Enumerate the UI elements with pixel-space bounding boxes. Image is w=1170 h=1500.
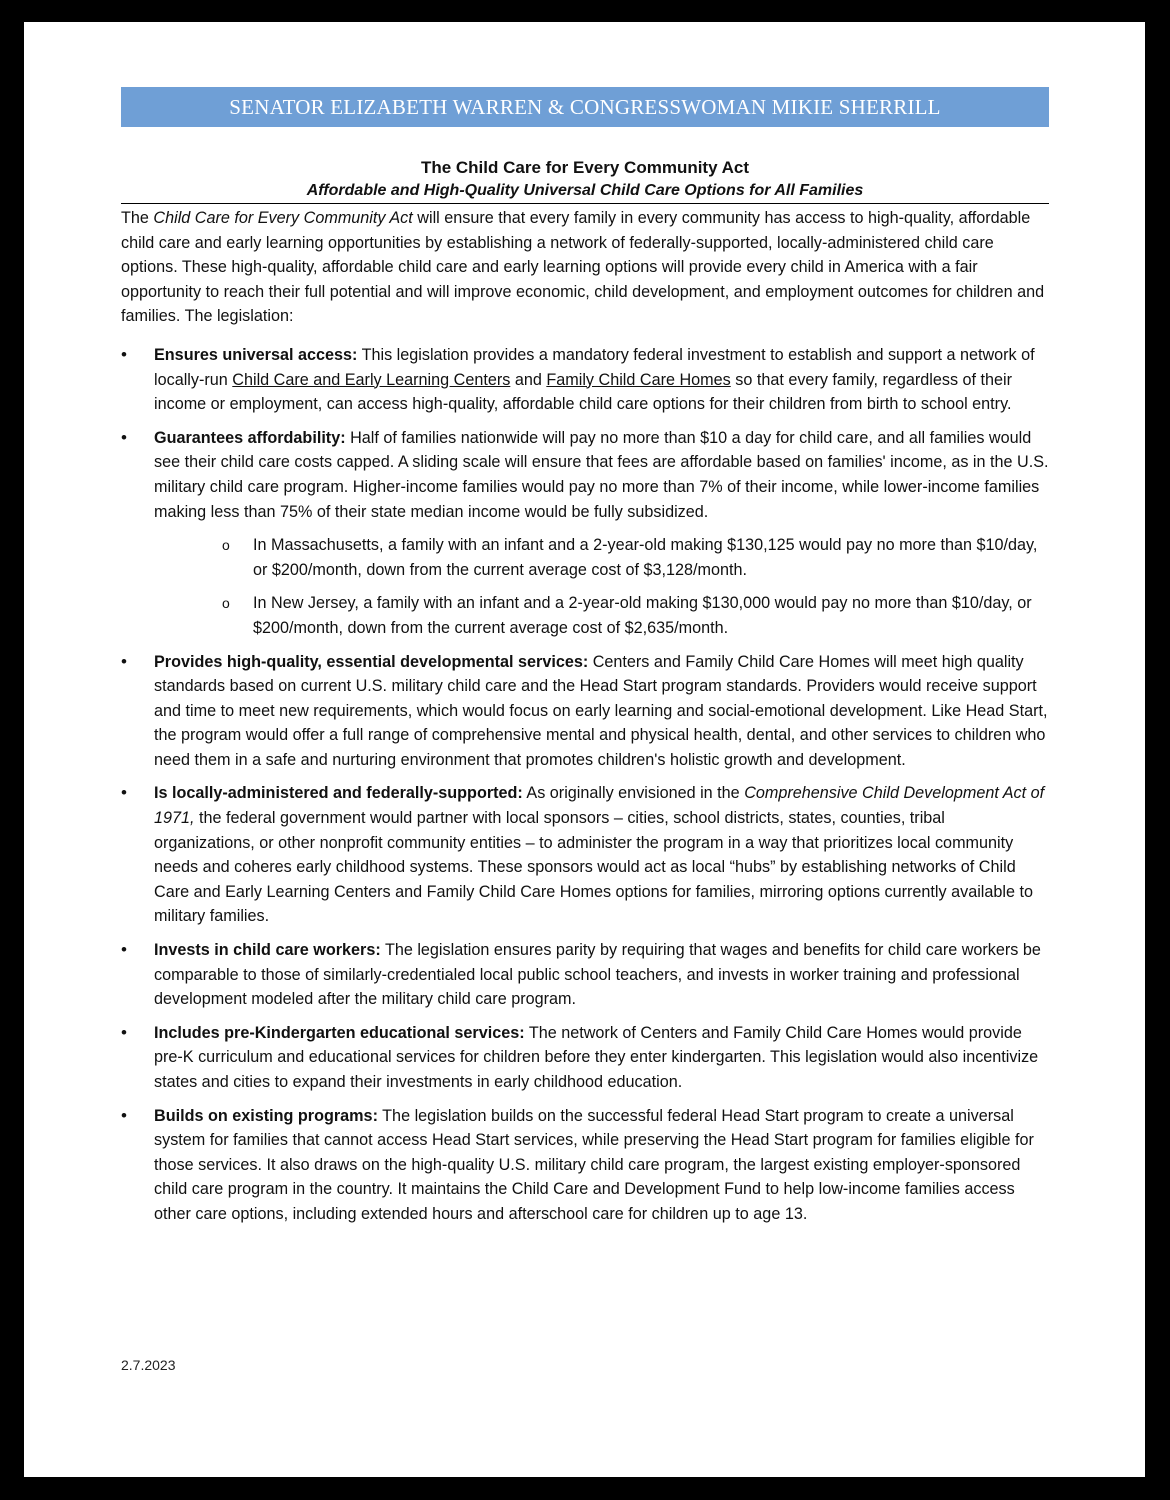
bullet-text: so that every family, regardless of their income or employment, can access high-quality, affordable child care options for their children from birth to school entry.: [154, 370, 1013, 414]
bullet-heading: Invests in child care workers:: [154, 941, 381, 960]
bullet-text: The legislation builds on the successful federal Head Start program to create a universal system for families that cannot access Head Start services, while preserving the Head Start program for families eligible for those services. It also draws on the high-quality U.S. military child care program, the largest existing employer-sponsored child care program in the country. It maintains the Child Care and Development Fund to help low-income families access other care options, including extended hours and afterschool care for children up to age 13.: [154, 1106, 1034, 1223]
bullet-heading: Builds on existing programs:: [154, 1106, 378, 1125]
header-banner: SENATOR ELIZABETH WARREN & CONGRESSWOMAN MIKIE SHERRILL: [121, 87, 1049, 127]
document-title: The Child Care for Every Community Act: [420, 158, 750, 177]
bullet-text: As originally envisioned in the: [522, 784, 745, 803]
intro-text: will ensure that every family in every community has access to high-quality, affordable child care and early learning opportunities by establishing a network of federally-supported, locally-administered child care options. These high-quality, affordable child care and early learning options will provide every child in America with a fair opportunity to reach their full potential and will improve economic, child development, and employment outcomes for children and families. The legislation:: [121, 209, 1045, 326]
homes-link[interactable]: Family Child Care Homes: [546, 370, 731, 389]
document-subtitle: Affordable and High-Quality Universal Child Care Options for All Families: [121, 180, 1049, 204]
intro-paragraph: [121, 206, 1049, 329]
bullet-heading: Provides high-quality, essential developmental services:: [154, 652, 589, 671]
bullet-text: The network of Centers and Family Child Care Homes would provide pre-K curriculum and educational services for children before they enter kindergarten. This legislation would also incentivize states and cities to expand their investments in early childhood education.: [154, 1023, 1039, 1091]
list-item: [121, 426, 1049, 641]
centers-link[interactable]: Child Care and Early Learning Centers: [232, 370, 511, 389]
bullet-text: the federal government would partner with local sponsors – cities, school districts, states, counties, tribal organizations, or other nonprofit community entities – to administer the program in a way that prioritizes local community needs and coheres early childhood systems. These sponsors would act as local “hubs” by establishing networks of Child Care and Early Learning Centers and Family Child Care Homes options for families, mirroring options currently available to military families.: [154, 809, 1034, 926]
examples-list: [154, 533, 1049, 640]
list-item: [121, 781, 1049, 929]
list-item: [121, 343, 1049, 417]
intro-prefix: The: [121, 209, 154, 227]
bullet-heading: Is locally-administered and federally-supported:: [154, 784, 523, 803]
document-date: 2.7.2023: [121, 1357, 176, 1373]
document-page: [24, 22, 1145, 1477]
list-item: [121, 1021, 1049, 1095]
bullet-text: The legislation ensures parity by requiring that wages and benefits for child care workers be comparable to those of similarly-credentialed local public school teachers, and invests in worker training and professional development modeled after the military child care program.: [154, 941, 1041, 1009]
bullet-heading: Ensures universal access:: [154, 345, 358, 364]
sub-list-item: o In New Jersey, a family with an infant and a 2-year-old making $130,000 would pay no more than $10/day, or $200/month, down from the current average cost of $2,635/month.: [154, 591, 1049, 640]
act-name: Child Care for Every Community Act: [153, 209, 413, 227]
act-1971: Comprehensive Child Development Act of 1971,: [154, 784, 1045, 828]
bullet-text: Half of families nationwide will pay no more than $10 a day for child care, and all families would see their child care costs capped. A sliding scale will ensure that fees are affordable based on families' income, as in the U.S. military child care program. Higher-income families would pay no more than 7% of their income, while lower-income families making less than 75% of their state median income would be fully subsidized.: [154, 428, 1049, 521]
bullet-text: Centers and Family Child Care Homes will meet high quality standards based on current U.S. military child care and the Head Start program standards. Providers would receive support and time to meet new requirements, which would focus on early learning and social-emotional development. Like Head Start, the program would offer a full range of comprehensive mental and physical health, dental, and other services to children who need them in a safe and nurturing environment that promotes children's holistic growth and development.: [154, 652, 1048, 769]
document-body: [121, 156, 1049, 1236]
provisions-list: [121, 343, 1049, 1227]
bullet-text: and: [510, 370, 547, 389]
bullet-text: This legislation provides a mandatory federal investment to establish and support a network of locally-run: [154, 345, 1035, 389]
list-item: [121, 1104, 1049, 1227]
list-item: [121, 650, 1049, 773]
sub-list-item: o In Massachusetts, a family with an infant and a 2-year-old making $130,125 would pay no more than $10/day, or $200/month, down from the current average cost of $3,128/month.: [154, 533, 1049, 582]
bullet-heading: Includes pre-Kindergarten educational services:: [154, 1023, 525, 1042]
bullet-heading: Guarantees affordability:: [154, 428, 346, 447]
list-item: [121, 938, 1049, 1012]
